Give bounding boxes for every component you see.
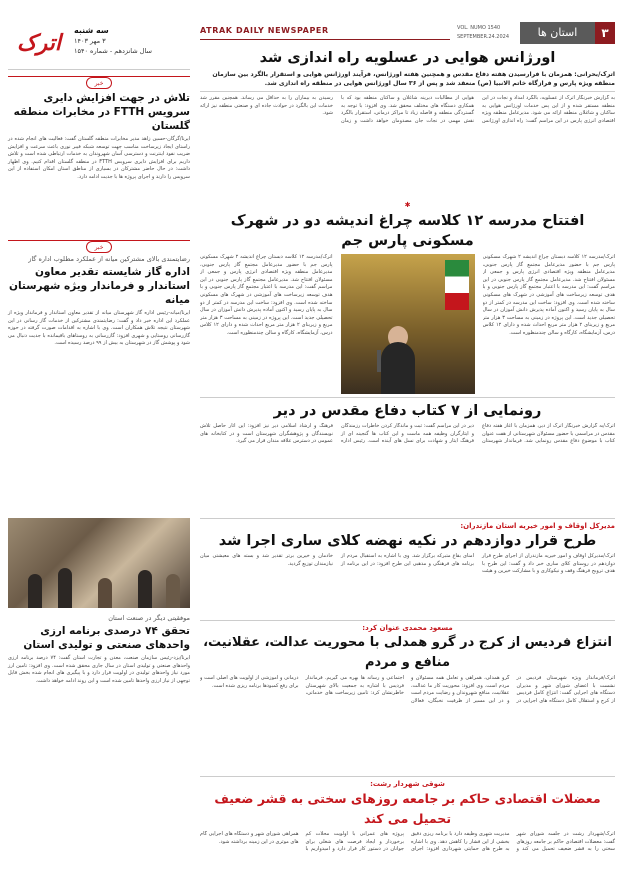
rasht-headline[interactable]: معضلات اقتصادی حاکم بر جامعه روزهای سختی به قشر ضعیف تحمیل می کند bbox=[214, 791, 601, 826]
book-body: اترک/به گزارش خبرنگار اترک از دیر، همزمان با آغاز هفته دفاع مقدس در مراسمی با حضور مسئولان شهرستانی از هفت عنوان کتاب با موضوع دفاع مقدس رونمایی شد. فرماندار شهرستان دیر در این مراسم گفت: ثبت و ماندگار کردن خاطرات رزمندگان و ایثارگران وظیفه همه ماست و این کتاب ها گنجینه ای از فرهنگ ایثار و شهادت برای نسل های آینده است. رئیس اداره فرهنگ و ارشاد اسلامی دیر نیز افزود: این آثار حاصل تلاش نویسندگان و پژوهشگران شهرستان است و در کتابخانه های عمومی در دسترس علاقه مندان قرار می گیرد. bbox=[200, 423, 615, 445]
school-headline[interactable]: افتتاح مدرسه ۱۲ کلاسه چراغ اندیشه دو در شهرک مسکونی پارس جم bbox=[230, 213, 585, 249]
rasht-body: اترک/شهردار رشت در جلسه شورای شهر گفت: معضلات اقتصادی حاکم بر جامعه روزهای سختی را به قشر ضعیف تحمیل می کند و مدیریت شهری وظیفه دارد با برنامه ریزی دقیق بخشی از این فشار را کاهش دهد. وی با اشاره به طرح های حمایتی شهرداری افزود: اجرای پروژه های عمرانی با اولویت محلات کم برخوردار و ایجاد فرصت های شغلی برای جوانان در دستور کار قرار دارد و امیدواریم با همراهی شورای شهر و دستگاه های اجرایی گام های موثری در این زمینه برداشته شود. bbox=[200, 831, 615, 853]
volume-number: VOL. NUMO 1540 bbox=[457, 25, 501, 31]
rasht-subtitle: شوقی شهردار رشت: bbox=[370, 780, 445, 788]
lead-story bbox=[200, 48, 615, 199]
section-label[interactable]: استان ها bbox=[520, 22, 595, 44]
masthead-date bbox=[74, 26, 184, 56]
lead-summary: اترک/بحرانی: همزمان با فرارسیدن هفته دفاع مقدس و همچنین هفته اورژانس، فرآیند اورژانس هوایی و استقرار بالگرد بین سازمان منطقه ویژه پارس و فرازگاه خاتم الانبیا (ص) منعقد شد و پس از ۳۶ سال اورژانس هوایی در منطقه راه اندازی شد. bbox=[200, 68, 615, 92]
side-news-title[interactable]: اداره گاز شایسته تقدیر معاون استاندار و فرماندار ویژه شهرستان میانه bbox=[9, 266, 190, 306]
fardis-headline[interactable]: انتزاع فردیس از کرج در گرو همدلی با محوریت عدالت، عقلانیت، منافع و مردم bbox=[203, 635, 612, 670]
school-photo bbox=[341, 254, 475, 394]
divider bbox=[200, 518, 615, 519]
endowment-story bbox=[200, 522, 615, 617]
main-content bbox=[200, 48, 615, 885]
divider bbox=[200, 776, 615, 777]
endowment-headline[interactable]: طرح قرار دوازدهم در نکیه نهضه کلای ساری اجرا شد bbox=[218, 533, 597, 549]
side-news-title[interactable]: تلاش در جهت افزایش دایری سرویس FTTH در مخابرات منطقه گلستان bbox=[13, 92, 190, 132]
side-news-body: ایرنا/میانه-رئیس اداره گاز شهرستان میانه از تقدیر معاون استاندار و فرماندار ویژه از عملکرد این اداره خبر داد و گفت: رضایتمندی مشترکین از خدمات گاز رسانی در این شهرستان نتیجه تلاش همکاران است. وی با اشاره به اقدامات صورت گرفته در حوزه گازرسانی روستایی و شهری افزود: گازرسانی به روستاهای باقیمانده با جدیت دنبال می شود و پوشش گاز در شهرستان به بیش از ۹۹ درصد رسیده است. bbox=[8, 310, 190, 347]
rasht-story bbox=[200, 780, 615, 885]
fardis-subtitle: مسعود محمدی عنوان کرد: bbox=[362, 624, 453, 632]
news-tag: خبر bbox=[86, 241, 113, 253]
weekday: سه شنبه bbox=[74, 26, 109, 35]
paper-name: ATRAK DAILY NEWSPAPER bbox=[200, 26, 450, 40]
lead-body: به گزارش خبرنگار اترک از عسلویه، بالگرد امداد و نجات در این منطقه مستقر شده و از این پس خدمات اورژانس هوایی به ساکنان و شاغلان منطقه ارائه می شود. مدیرعامل منطقه ویژه اقتصادی انرژی پارس در این مراسم گفت: راه اندازی اورژانس هوایی از مطالبات دیرینه شاغلان و ساکنان منطقه بود که با همکاری دستگاه های مختلف محقق شد. وی افزود: با توجه به گستردگی منطقه و فاصله زیاد تا مراکز درمانی، استقرار بالگرد نقش مهمی در نجات جان مصدومان خواهد داشت و زمان رسیدن به بیماران را به حداقل می رساند. همچنین مقرر شد خدمات این بالگرد در حوادث جاده ای و صنعتی منطقه نیز ارائه شود. bbox=[200, 95, 615, 124]
side-news-body: ایرنا/یزد-رئیس سازمان صنعت، معدن و تجارت استان گفت: ۷۴ درصد برنامه ارزی واحدهای صنعتی و تولیدی استان در سال جاری محقق شده است. وی افزود: تامین ارز مورد نیاز واحدهای تولیدی در اولویت قرار دارد و با پیگیری های انجام شده بخش قابل توجهی از نیاز ارزی واحدها تامین شده است و این روند ادامه خواهد داشت. bbox=[8, 655, 190, 684]
school-body: اترک/مدرسه ۱۲ کلاسه دبستان چراغ اندیشه ۲ شهرک مسکونی پارس جم با حضور مدیرعامل مجتمع گاز پارس جنوبی، مدیرعامل منطقه ویژه اقتصادی انرژی پارس و جمعی از مسئولان افتتاح شد. مدیرعامل مجتمع گاز پارس جنوبی در این مراسم گفت: این مدرسه با اعتبار مجتمع گاز پارس جنوبی و با هدف توسعه زیرساخت های آموزشی در شهرک های مسکونی ساخته شده است. وی افزود: ساخت این مدرسه در کمتر از دو سال به پایان رسید و اکنون آماده پذیرش دانش آموزان در سال تحصیلی جدید است. این پروژه در زمینی به مساحت ۳ هزار متر مربع و زیربنای ۲ هزار متر مربع احداث شده و دارای ۱۲ کلاس درس، آزمایشگاه، کارگاه و سالن چندمنظوره است. bbox=[482, 254, 615, 336]
news-tag: خبر bbox=[86, 77, 113, 89]
school-story bbox=[200, 211, 615, 394]
page-header bbox=[200, 22, 615, 44]
school-body-continued: اترک/مدرسه ۱۲ کلاسه دبستان چراغ اندیشه ۲ شهرک مسکونی پارس جم با حضور مدیرعامل مجتمع گاز پارس جنوبی، مدیرعامل منطقه ویژه اقتصادی انرژی پارس و جمعی از مسئولان افتتاح شد. مدیرعامل مجتمع گاز پارس جنوبی در این مراسم گفت: این مدرسه با اعتبار مجتمع گاز پارس جنوبی و با هدف توسعه زیرساخت های آموزشی در شهرک های مسکونی ساخته شده است. وی افزود: ساخت این مدرسه در کمتر از دو سال به پایان رسید و اکنون آماده پذیرش دانش آموزان در سال تحصیلی جدید است. این پروژه در زمینی به مساحت ۳ هزار متر مربع و زیربنای ۲ هزار متر مربع احداث شده و دارای ۱۲ کلاس درس، آزمایشگاه، کارگاه و سالن چندمنظوره است. bbox=[200, 254, 333, 336]
endowment-subtitle: مدیرکل اوقاف و امور خیریه استان مازندران: bbox=[460, 522, 615, 530]
book-headline[interactable]: رونمایی از ۷ کتاب دفاع مقدس در دیر bbox=[273, 403, 542, 419]
book-unveiling-story bbox=[200, 401, 615, 515]
newspaper-logo[interactable]: اترک bbox=[16, 30, 62, 56]
side-news-body: ایرنا/گرگان-حسین زاهد مدیر مخابرات منطقه گلستان گفت: فعالیت های انجام شده در راستای ایجاد زیرساخت مناسب جهت توسعه شبکه فیبر نوری باعث سرعت و افزایش ضریب نفوذ اینترنت و دسترسی آسان شهروندان به خدمات ارتباطی شده است و تلاش داریم برای افزایش دایری سرویس FTTH در منطقه گلستان اقدام کنیم. وی اظهار داشت: در حال حاضر مشترکان در بسیاری از مناطق استان امکان استفاده از این سرویس را دارند و اجرای پروژه ها با جدیت ادامه دارد. bbox=[8, 136, 191, 180]
side-news-title[interactable]: تحقق ۷۴ درصدی برنامه ارزی واحدهای صنعتی و تولیدی استان bbox=[23, 625, 190, 651]
side-news-pretitle: موفقیتی دیگر در صنعت استان bbox=[108, 614, 190, 622]
side-news-pretitle: رضایتمندی بالای مشترکین میانه از عملکرد مطلوب اداره گاز bbox=[28, 255, 190, 263]
side-news-gas bbox=[8, 240, 190, 348]
page-number: ۳ bbox=[595, 22, 615, 44]
separator-mark: ✱ bbox=[404, 201, 411, 209]
side-column bbox=[8, 18, 190, 878]
industry-photo bbox=[8, 518, 190, 608]
fardis-body: اترک/فرماندار ویژه شهرستان فردیس در نشست با اعضای شورای شهر و مدیران دستگاه های اجرایی گفت: انتزاع کامل فردیس از کرج و استقلال کامل دستگاه های اجرایی در گرو همدلی، همراهی و تعامل همه مسئولان و مردم است. وی افزود: محوریت کار ما عدالت، عقلانیت، منافع شهروندان و رضایت مردم است و در این مسیر از ظرفیت نخبگان، فعالان اجتماعی و رسانه ها بهره می گیریم. فرماندار فردیس با اشاره به جمعیت بالای شهرستان خاطرنشان کرد: تامین زیرساخت های خدماتی، درمانی و آموزشی از اولویت های اصلی است و برای رفع کمبودها برنامه ریزی شده است. bbox=[200, 675, 615, 704]
endowment-body: اترک/مدیرکل اوقاف و امور خیریه مازندران از اجرای طرح قرار دوازدهم در روستای کلای ساری خبر داد و گفت: این طرح با هدف ترویج فرهنگ وقف و نیکوکاری و با مشارکت خیرین و هیئت امنای بقاع متبرکه برگزار شد. وی با اشاره به استقبال مردم از برنامه های فرهنگی و مذهبی این طرح افزود: در این برنامه از خادمان و خیرین برتر تقدیر شد و بسته های معیشتی میان نیازمندان توزیع گردید. bbox=[200, 553, 615, 575]
english-date: SEPTEMBER.24.2024 bbox=[457, 34, 510, 40]
masthead bbox=[8, 18, 190, 70]
issue-number: سال شانزدهم - شماره ۱۵۴۰ bbox=[74, 47, 152, 55]
volume-info bbox=[457, 24, 517, 42]
divider bbox=[200, 397, 615, 398]
divider bbox=[200, 620, 615, 621]
fardis-story bbox=[200, 624, 615, 773]
lead-headline[interactable]: اورژانس هوایی در عسلویه راه اندازی شد bbox=[259, 50, 556, 66]
side-news-industry bbox=[8, 614, 190, 685]
persian-date: ۳ مهر ۱۴۰۳ bbox=[74, 37, 106, 45]
side-news-ftth bbox=[8, 76, 190, 182]
